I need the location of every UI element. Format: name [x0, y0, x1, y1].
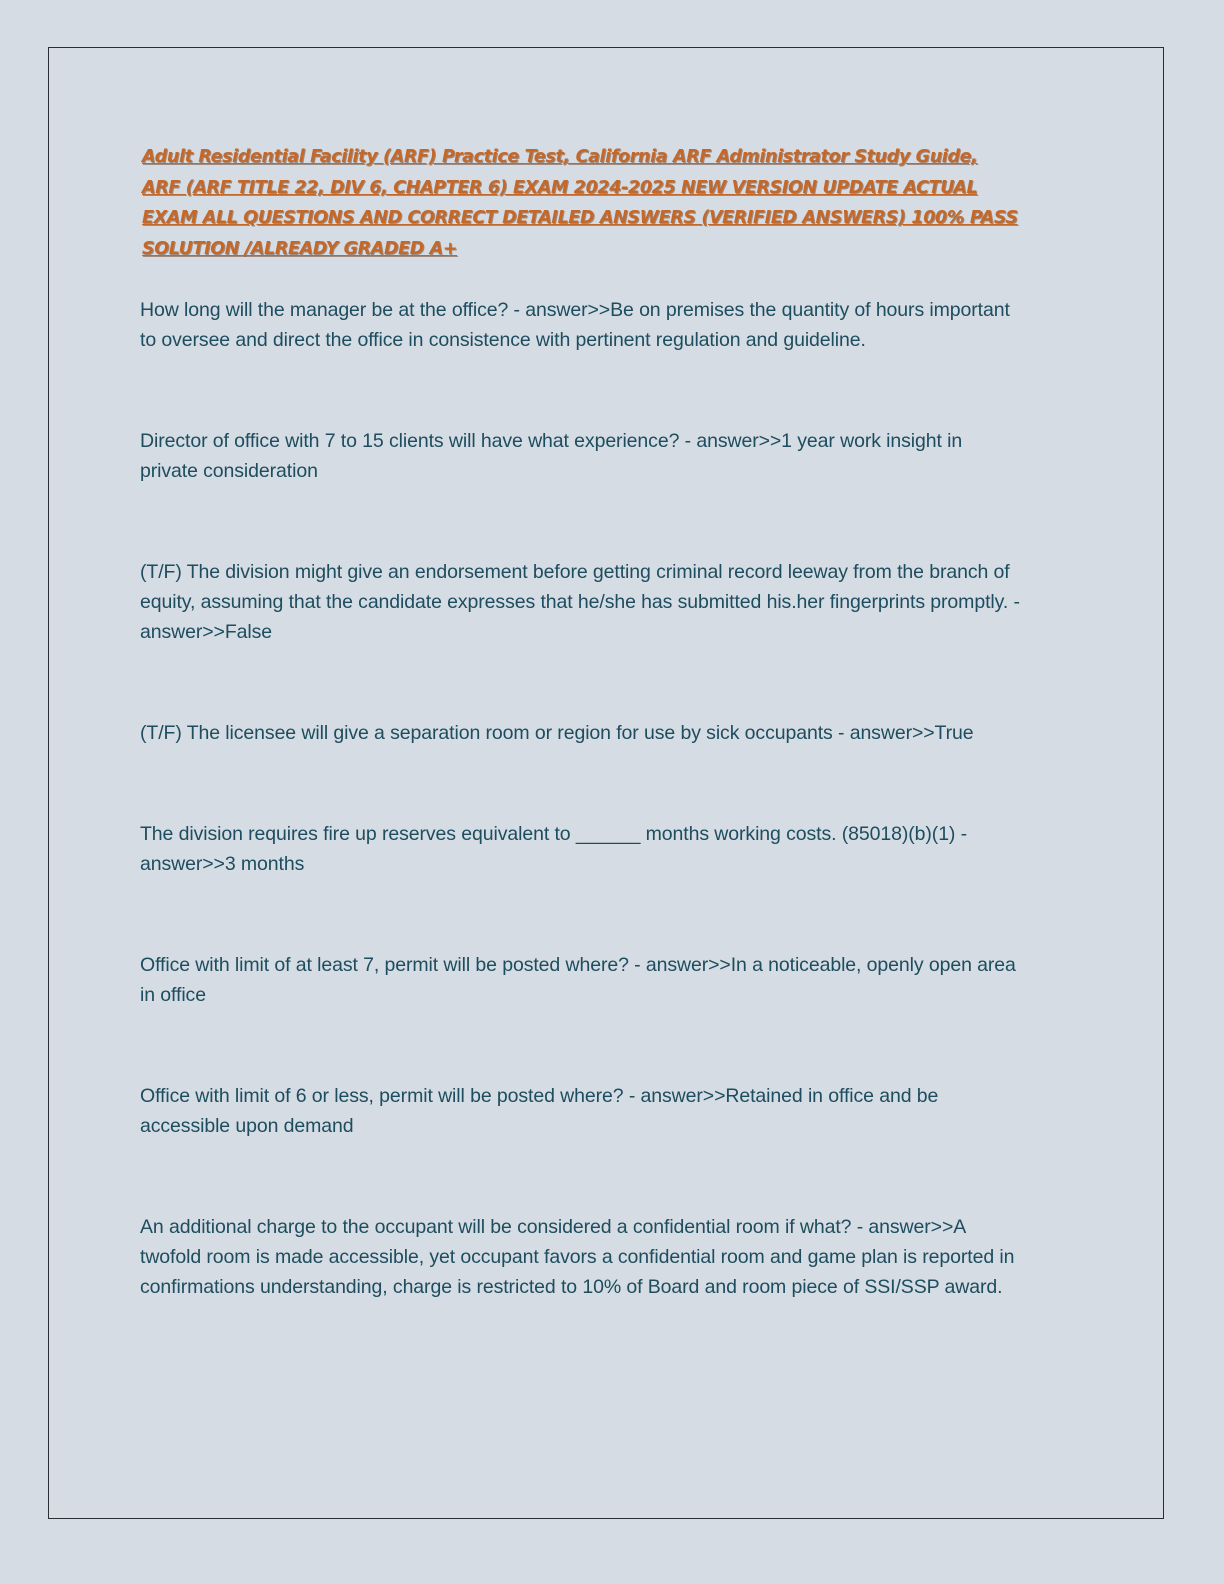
qa-item: Office with limit of at least 7, permit will be posted where? - answer>>In a noticeable, openly open area in office	[140, 953, 1016, 1006]
qa-item: How long will the manager be at the office? - answer>>Be on premises the quantity of hours important to oversee and direct the office in consistence with pertinent regulation and guideline.	[140, 298, 1010, 351]
qa-item: (T/F) The licensee will give a separation room or region for use by sick occupants - answer>>True	[140, 721, 974, 744]
document-content	[140, 142, 1020, 1302]
document-title: Adult Residential Facility (ARF) Practice Test, California ARF Administrator Study Guide, ARF (ARF TITLE 22, DIV 6, CHAPTER 6) EXAM 2024-2025 NEW VERSION UPDATE ACTUAL EXAM ALL QUESTIONS AND CORRECT DETAILED ANSWERS (VERIFIED ANSWERS) 100% PASS SOLUTION /ALREADY GRADED A+	[142, 147, 1018, 260]
qa-item: An additional charge to the occupant will be considered a confidential room if what? - answer>>A twofold room is made accessible, yet occupant favors a confidential room and game plan is reported in confirmations understanding, charge is restricted to 10% of Board and room piece of SSI/SSP award.	[140, 1215, 1015, 1298]
qa-item: (T/F) The division might give an endorsement before getting criminal record leeway from the branch of equity, assuming that the candidate expresses that he/she has submitted his.her fingerprints promptly. - answer>>False	[140, 560, 1020, 643]
qa-item: Director of office with 7 to 15 clients will have what experience? - answer>>1 year work insight in private consideration	[140, 429, 963, 482]
qa-item: Office with limit of 6 or less, permit will be posted where? - answer>>Retained in office and be accessible upon demand	[140, 1084, 939, 1137]
qa-item: The division requires fire up reserves equivalent to ______ months working costs. (85018)(b)(1) - answer>>3 months	[140, 822, 968, 875]
